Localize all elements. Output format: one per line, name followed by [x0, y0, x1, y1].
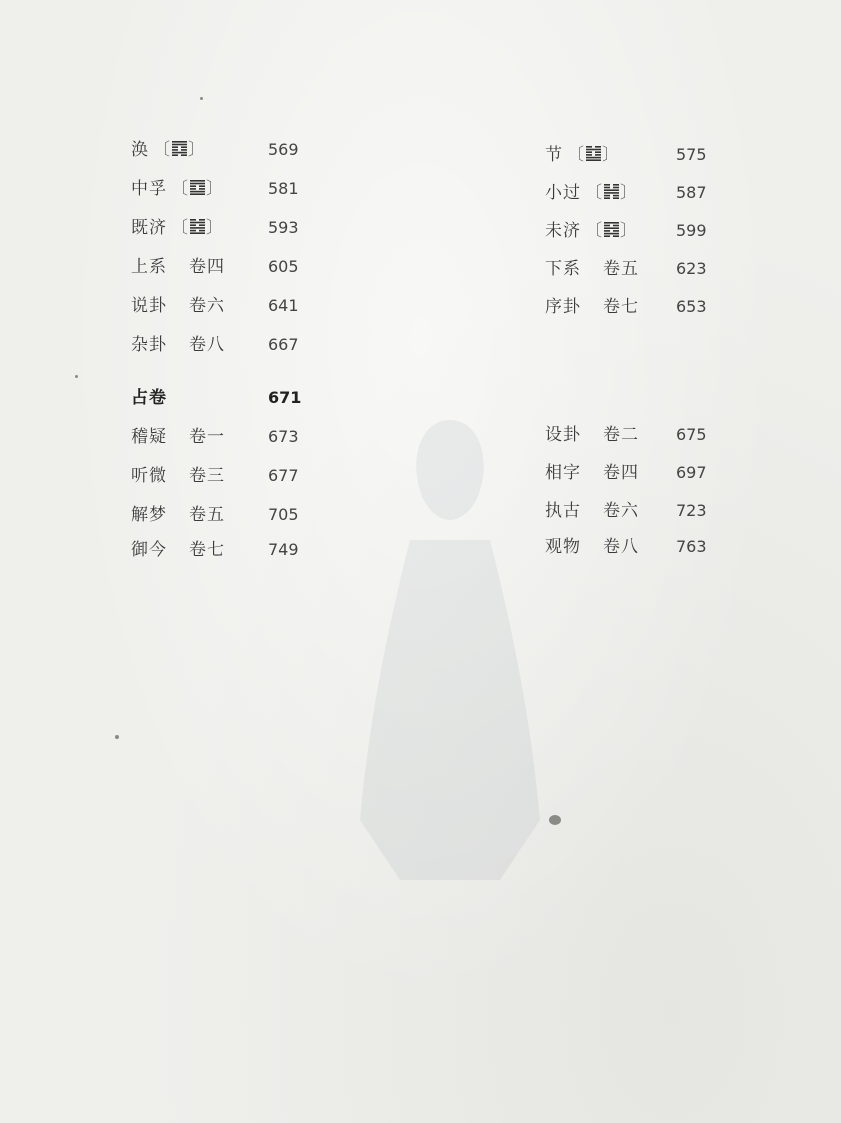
volume-label: 卷一	[189, 427, 225, 447]
entry-title: 中孚 〔 〕	[131, 179, 224, 199]
volume-label: 卷二	[603, 425, 639, 445]
entry-title: 设卦	[545, 425, 581, 445]
volume-label: 卷七	[189, 540, 225, 560]
page-number: 677	[268, 466, 299, 485]
volume-label: 卷三	[189, 466, 225, 486]
volume-label: 卷六	[189, 296, 225, 316]
huan-hexagram-icon	[172, 141, 187, 156]
entry-title: 未济 〔 〕	[545, 221, 638, 241]
page-number: 581	[268, 179, 299, 198]
zhongfu-hexagram-icon	[190, 180, 205, 195]
xiaoguo-hexagram-icon	[604, 184, 619, 199]
paper-speck	[200, 97, 203, 100]
page-number: 569	[268, 140, 299, 159]
paper-speck	[75, 375, 78, 378]
entry-title: 御今	[131, 540, 167, 560]
entry-title: 解梦	[131, 505, 167, 525]
paper-speck	[549, 815, 561, 825]
entry-title: 下系	[545, 259, 581, 279]
entry-title: 小过 〔 〕	[545, 183, 638, 203]
jiji-hexagram-icon	[190, 219, 205, 234]
watermark-figure-icon	[330, 380, 570, 900]
entry-title: 观物	[545, 537, 581, 557]
page-number: 749	[268, 540, 299, 559]
entry-title: 涣 〔 〕	[131, 140, 206, 160]
entry-title: 相字	[545, 463, 581, 483]
entry-title: 稽疑	[131, 427, 167, 447]
page-number: 705	[268, 505, 299, 524]
section-title: 占卷	[131, 388, 167, 408]
page-number: 605	[268, 257, 299, 276]
jie-hexagram-icon	[586, 146, 601, 161]
entry-title: 听微	[131, 466, 167, 486]
page-number: 623	[676, 259, 707, 278]
volume-label: 卷四	[189, 257, 225, 277]
volume-label: 卷五	[603, 259, 639, 279]
page-number: 593	[268, 218, 299, 237]
paper-speck	[115, 735, 119, 739]
page-number: 641	[268, 296, 299, 315]
page-number: 671	[268, 388, 302, 407]
entry-title: 既济 〔 〕	[131, 218, 224, 238]
entry-title: 节 〔 〕	[545, 145, 620, 165]
entry-title: 说卦	[131, 296, 167, 316]
volume-label: 卷八	[603, 537, 639, 557]
page-number: 575	[676, 145, 707, 164]
page-number: 667	[268, 335, 299, 354]
entry-title: 杂卦	[131, 335, 167, 355]
weiji-hexagram-icon	[604, 222, 619, 237]
page-number: 673	[268, 427, 299, 446]
page-number: 599	[676, 221, 707, 240]
page-number: 723	[676, 501, 707, 520]
entry-title: 执古	[545, 501, 581, 521]
page-number: 697	[676, 463, 707, 482]
volume-label: 卷七	[603, 297, 639, 317]
page-number: 675	[676, 425, 707, 444]
volume-label: 卷五	[189, 505, 225, 525]
page-number: 653	[676, 297, 707, 316]
page-number: 763	[676, 537, 707, 556]
page-number: 587	[676, 183, 707, 202]
volume-label: 卷六	[603, 501, 639, 521]
entry-title: 序卦	[545, 297, 581, 317]
entry-title: 上系	[131, 257, 167, 277]
volume-label: 卷八	[189, 335, 225, 355]
volume-label: 卷四	[603, 463, 639, 483]
